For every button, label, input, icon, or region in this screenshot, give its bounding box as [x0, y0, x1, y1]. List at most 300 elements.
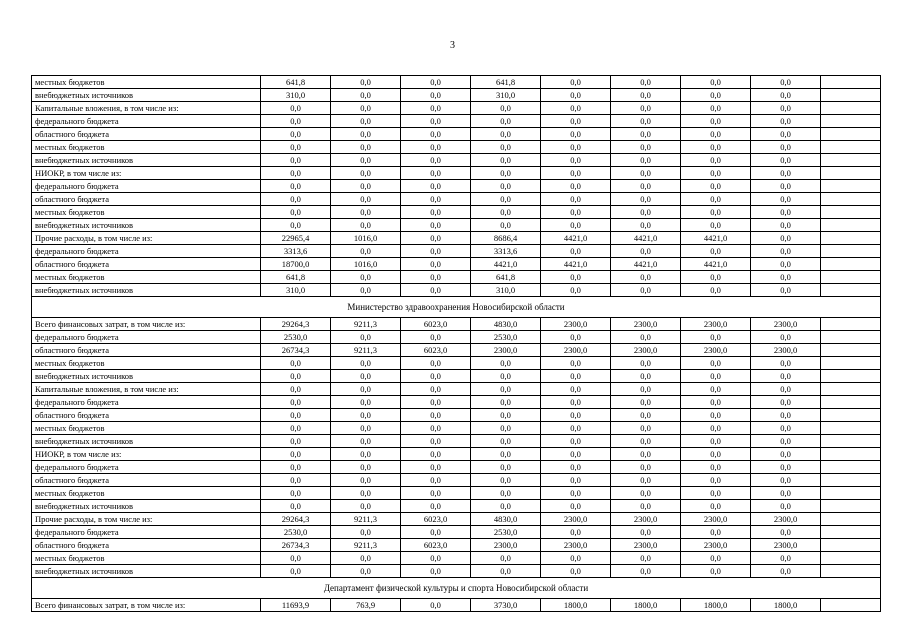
- value-cell: 0,0: [331, 284, 401, 297]
- table-row: [32, 128, 881, 141]
- value-cell: 0,0: [611, 128, 681, 141]
- row-label: внебюджетных источников: [32, 565, 261, 578]
- value-cell: 0,0: [331, 219, 401, 232]
- value-cell: 0,0: [261, 219, 331, 232]
- value-cell: 0,0: [331, 154, 401, 167]
- value-cell: 0,0: [401, 206, 471, 219]
- value-cell: 0,0: [331, 370, 401, 383]
- value-cell: 0,0: [681, 245, 751, 258]
- value-cell: 2300,0: [611, 513, 681, 526]
- table-row: [32, 76, 881, 89]
- value-cell: 0,0: [751, 284, 821, 297]
- value-cell: 0,0: [541, 409, 611, 422]
- value-cell: 0,0: [541, 193, 611, 206]
- value-cell: 2300,0: [681, 539, 751, 552]
- table-row: [32, 115, 881, 128]
- value-cell: 0,0: [541, 219, 611, 232]
- value-cell: 0,0: [401, 271, 471, 284]
- value-cell: 0,0: [261, 102, 331, 115]
- value-cell: 0,0: [611, 154, 681, 167]
- value-cell: 0,0: [681, 128, 751, 141]
- value-cell: 26734,3: [261, 539, 331, 552]
- row-label: местных бюджетов: [32, 487, 261, 500]
- value-cell: 0,0: [331, 526, 401, 539]
- row-label: Капитальные вложения, в том числе из:: [32, 102, 261, 115]
- value-cell: 0,0: [541, 487, 611, 500]
- value-cell: 0,0: [751, 500, 821, 513]
- value-cell: 0,0: [541, 552, 611, 565]
- value-cell: 0,0: [541, 474, 611, 487]
- value-cell: 0,0: [261, 115, 331, 128]
- empty-cell: [821, 245, 881, 258]
- value-cell: 310,0: [261, 89, 331, 102]
- value-cell: 0,0: [401, 396, 471, 409]
- row-label: областного бюджета: [32, 128, 261, 141]
- value-cell: 0,0: [471, 180, 541, 193]
- value-cell: 0,0: [541, 448, 611, 461]
- value-cell: 310,0: [261, 284, 331, 297]
- value-cell: 4421,0: [681, 258, 751, 271]
- empty-cell: [821, 396, 881, 409]
- row-label: областного бюджета: [32, 474, 261, 487]
- value-cell: 0,0: [611, 206, 681, 219]
- value-cell: 0,0: [611, 409, 681, 422]
- value-cell: 0,0: [541, 435, 611, 448]
- value-cell: 0,0: [261, 128, 331, 141]
- value-cell: 2300,0: [751, 539, 821, 552]
- table-row: [32, 448, 881, 461]
- value-cell: 0,0: [401, 383, 471, 396]
- value-cell: 3313,6: [261, 245, 331, 258]
- empty-cell: [821, 599, 881, 612]
- value-cell: 0,0: [681, 383, 751, 396]
- value-cell: 0,0: [401, 219, 471, 232]
- value-cell: 1800,0: [541, 599, 611, 612]
- row-label: внебюджетных источников: [32, 154, 261, 167]
- value-cell: 0,0: [611, 461, 681, 474]
- value-cell: 1800,0: [681, 599, 751, 612]
- empty-cell: [821, 448, 881, 461]
- value-cell: 0,0: [751, 245, 821, 258]
- value-cell: 2300,0: [541, 318, 611, 331]
- value-cell: 0,0: [541, 331, 611, 344]
- value-cell: 0,0: [261, 552, 331, 565]
- value-cell: 0,0: [541, 357, 611, 370]
- value-cell: 0,0: [751, 206, 821, 219]
- value-cell: 0,0: [401, 474, 471, 487]
- value-cell: 0,0: [471, 552, 541, 565]
- value-cell: 0,0: [751, 448, 821, 461]
- empty-cell: [821, 115, 881, 128]
- empty-cell: [821, 539, 881, 552]
- value-cell: 0,0: [471, 154, 541, 167]
- value-cell: 641,8: [471, 76, 541, 89]
- value-cell: 310,0: [471, 284, 541, 297]
- value-cell: 0,0: [401, 102, 471, 115]
- value-cell: 0,0: [751, 258, 821, 271]
- value-cell: 0,0: [611, 180, 681, 193]
- value-cell: 0,0: [401, 370, 471, 383]
- empty-cell: [821, 154, 881, 167]
- value-cell: 0,0: [751, 331, 821, 344]
- value-cell: 1800,0: [611, 599, 681, 612]
- table-row: [32, 232, 881, 245]
- value-cell: 0,0: [331, 245, 401, 258]
- row-label: федерального бюджета: [32, 331, 261, 344]
- value-cell: 0,0: [401, 422, 471, 435]
- table-row: [32, 141, 881, 154]
- value-cell: 310,0: [471, 89, 541, 102]
- value-cell: 8686,4: [471, 232, 541, 245]
- value-cell: 0,0: [611, 331, 681, 344]
- value-cell: 0,0: [611, 357, 681, 370]
- value-cell: 0,0: [471, 565, 541, 578]
- row-label: местных бюджетов: [32, 76, 261, 89]
- empty-cell: [821, 141, 881, 154]
- value-cell: 0,0: [471, 474, 541, 487]
- value-cell: 0,0: [681, 409, 751, 422]
- section-row: [32, 297, 881, 318]
- value-cell: 0,0: [331, 435, 401, 448]
- row-label: Прочие расходы, в том числе из:: [32, 232, 261, 245]
- table-row: [32, 89, 881, 102]
- value-cell: 0,0: [471, 141, 541, 154]
- value-cell: 2300,0: [471, 344, 541, 357]
- value-cell: 0,0: [331, 552, 401, 565]
- value-cell: 2300,0: [611, 318, 681, 331]
- value-cell: 1016,0: [331, 232, 401, 245]
- value-cell: 0,0: [401, 565, 471, 578]
- table-row: [32, 599, 881, 612]
- row-label: местных бюджетов: [32, 206, 261, 219]
- row-label: областного бюджета: [32, 344, 261, 357]
- value-cell: 0,0: [331, 448, 401, 461]
- value-cell: 18700,0: [261, 258, 331, 271]
- empty-cell: [821, 206, 881, 219]
- value-cell: 0,0: [751, 232, 821, 245]
- value-cell: 0,0: [681, 565, 751, 578]
- value-cell: 0,0: [541, 526, 611, 539]
- table-row: [32, 422, 881, 435]
- row-label: местных бюджетов: [32, 141, 261, 154]
- value-cell: 0,0: [611, 115, 681, 128]
- table-row: [32, 271, 881, 284]
- table-row: [32, 539, 881, 552]
- value-cell: 0,0: [751, 552, 821, 565]
- value-cell: 4830,0: [471, 513, 541, 526]
- empty-cell: [821, 435, 881, 448]
- value-cell: 0,0: [331, 409, 401, 422]
- table-row: [32, 383, 881, 396]
- value-cell: 0,0: [261, 206, 331, 219]
- value-cell: 0,0: [681, 167, 751, 180]
- value-cell: 0,0: [541, 383, 611, 396]
- value-cell: 0,0: [261, 370, 331, 383]
- value-cell: 0,0: [401, 526, 471, 539]
- value-cell: 0,0: [331, 487, 401, 500]
- value-cell: 0,0: [611, 193, 681, 206]
- value-cell: 641,8: [261, 271, 331, 284]
- value-cell: 0,0: [751, 474, 821, 487]
- value-cell: 0,0: [681, 448, 751, 461]
- empty-cell: [821, 284, 881, 297]
- value-cell: 9211,3: [331, 513, 401, 526]
- value-cell: 0,0: [331, 271, 401, 284]
- value-cell: 0,0: [331, 383, 401, 396]
- row-label: НИОКР, в том числе из:: [32, 448, 261, 461]
- row-label: областного бюджета: [32, 539, 261, 552]
- value-cell: 0,0: [751, 180, 821, 193]
- value-cell: 2300,0: [751, 513, 821, 526]
- value-cell: 0,0: [401, 232, 471, 245]
- value-cell: 0,0: [331, 422, 401, 435]
- empty-cell: [821, 487, 881, 500]
- value-cell: 0,0: [541, 128, 611, 141]
- row-label: местных бюджетов: [32, 271, 261, 284]
- value-cell: 0,0: [681, 422, 751, 435]
- value-cell: 1016,0: [331, 258, 401, 271]
- value-cell: 0,0: [261, 422, 331, 435]
- value-cell: 0,0: [751, 396, 821, 409]
- value-cell: 0,0: [681, 76, 751, 89]
- value-cell: 4421,0: [541, 232, 611, 245]
- value-cell: 0,0: [471, 128, 541, 141]
- value-cell: 0,0: [261, 141, 331, 154]
- value-cell: 0,0: [681, 206, 751, 219]
- value-cell: 4421,0: [681, 232, 751, 245]
- value-cell: 0,0: [261, 154, 331, 167]
- value-cell: 0,0: [611, 396, 681, 409]
- row-label: внебюджетных источников: [32, 500, 261, 513]
- row-label: федерального бюджета: [32, 461, 261, 474]
- table-row: [32, 461, 881, 474]
- value-cell: 0,0: [331, 115, 401, 128]
- section-title: Министерство здравоохранения Новосибирской области: [32, 297, 881, 318]
- table-row: [32, 167, 881, 180]
- empty-cell: [821, 357, 881, 370]
- value-cell: 0,0: [541, 180, 611, 193]
- row-label: местных бюджетов: [32, 357, 261, 370]
- value-cell: 0,0: [751, 422, 821, 435]
- value-cell: 0,0: [331, 500, 401, 513]
- value-cell: 0,0: [541, 245, 611, 258]
- value-cell: 0,0: [541, 167, 611, 180]
- empty-cell: [821, 167, 881, 180]
- row-label: федерального бюджета: [32, 180, 261, 193]
- value-cell: 0,0: [401, 89, 471, 102]
- row-label: федерального бюджета: [32, 396, 261, 409]
- value-cell: 4421,0: [541, 258, 611, 271]
- table-row: [32, 331, 881, 344]
- table-row: [32, 284, 881, 297]
- value-cell: 2300,0: [681, 344, 751, 357]
- value-cell: 641,8: [261, 76, 331, 89]
- empty-cell: [821, 318, 881, 331]
- value-cell: 0,0: [611, 552, 681, 565]
- value-cell: 29264,3: [261, 318, 331, 331]
- value-cell: 2300,0: [541, 344, 611, 357]
- value-cell: 0,0: [401, 245, 471, 258]
- value-cell: 0,0: [261, 474, 331, 487]
- value-cell: 9211,3: [331, 344, 401, 357]
- page-number: 3: [450, 40, 455, 51]
- value-cell: 0,0: [331, 167, 401, 180]
- value-cell: 0,0: [751, 526, 821, 539]
- value-cell: 0,0: [541, 396, 611, 409]
- empty-cell: [821, 271, 881, 284]
- value-cell: 2300,0: [751, 344, 821, 357]
- value-cell: 0,0: [611, 141, 681, 154]
- table-row: [32, 565, 881, 578]
- row-label: внебюджетных источников: [32, 284, 261, 297]
- value-cell: 0,0: [401, 409, 471, 422]
- value-cell: 1800,0: [751, 599, 821, 612]
- empty-cell: [821, 422, 881, 435]
- value-cell: 0,0: [541, 115, 611, 128]
- value-cell: 0,0: [541, 141, 611, 154]
- value-cell: 0,0: [401, 487, 471, 500]
- value-cell: 0,0: [611, 448, 681, 461]
- value-cell: 0,0: [261, 180, 331, 193]
- value-cell: 0,0: [471, 435, 541, 448]
- value-cell: 0,0: [401, 180, 471, 193]
- value-cell: 0,0: [611, 474, 681, 487]
- value-cell: 0,0: [751, 128, 821, 141]
- table-row: [32, 154, 881, 167]
- empty-cell: [821, 331, 881, 344]
- value-cell: 0,0: [751, 115, 821, 128]
- value-cell: 0,0: [611, 102, 681, 115]
- table-row: [32, 219, 881, 232]
- value-cell: 0,0: [331, 206, 401, 219]
- value-cell: 0,0: [401, 154, 471, 167]
- value-cell: 0,0: [471, 357, 541, 370]
- value-cell: 0,0: [401, 599, 471, 612]
- value-cell: 0,0: [541, 565, 611, 578]
- value-cell: 0,0: [261, 357, 331, 370]
- value-cell: 0,0: [401, 461, 471, 474]
- row-label: внебюджетных источников: [32, 219, 261, 232]
- table-row: [32, 193, 881, 206]
- value-cell: 0,0: [261, 565, 331, 578]
- empty-cell: [821, 513, 881, 526]
- row-label: областного бюджета: [32, 193, 261, 206]
- value-cell: 0,0: [471, 219, 541, 232]
- value-cell: 0,0: [261, 487, 331, 500]
- value-cell: 0,0: [401, 448, 471, 461]
- value-cell: 0,0: [611, 370, 681, 383]
- value-cell: 0,0: [611, 89, 681, 102]
- value-cell: 6023,0: [401, 539, 471, 552]
- value-cell: 0,0: [401, 284, 471, 297]
- table-row: [32, 513, 881, 526]
- value-cell: 0,0: [401, 552, 471, 565]
- table-row: [32, 370, 881, 383]
- value-cell: 0,0: [681, 357, 751, 370]
- value-cell: 0,0: [541, 89, 611, 102]
- empty-cell: [821, 89, 881, 102]
- value-cell: 0,0: [331, 474, 401, 487]
- value-cell: 4830,0: [471, 318, 541, 331]
- value-cell: 0,0: [471, 102, 541, 115]
- value-cell: 0,0: [261, 193, 331, 206]
- value-cell: 9211,3: [331, 539, 401, 552]
- value-cell: 0,0: [611, 526, 681, 539]
- value-cell: 6023,0: [401, 344, 471, 357]
- value-cell: 0,0: [681, 141, 751, 154]
- value-cell: 0,0: [541, 76, 611, 89]
- row-label: федерального бюджета: [32, 526, 261, 539]
- value-cell: 0,0: [681, 180, 751, 193]
- value-cell: 0,0: [331, 331, 401, 344]
- value-cell: 0,0: [331, 89, 401, 102]
- value-cell: 0,0: [471, 193, 541, 206]
- table-row: [32, 357, 881, 370]
- section-title: Департамент физической культуры и спорта Новосибирской области: [32, 578, 881, 599]
- empty-cell: [821, 344, 881, 357]
- empty-cell: [821, 370, 881, 383]
- table-row: [32, 396, 881, 409]
- value-cell: 29264,3: [261, 513, 331, 526]
- value-cell: 2300,0: [681, 318, 751, 331]
- value-cell: 0,0: [681, 487, 751, 500]
- value-cell: 0,0: [471, 167, 541, 180]
- value-cell: 0,0: [681, 154, 751, 167]
- value-cell: 0,0: [751, 370, 821, 383]
- value-cell: 0,0: [681, 461, 751, 474]
- value-cell: 0,0: [541, 102, 611, 115]
- table-row: [32, 245, 881, 258]
- value-cell: 0,0: [471, 487, 541, 500]
- value-cell: 0,0: [611, 219, 681, 232]
- value-cell: 0,0: [751, 357, 821, 370]
- value-cell: 2530,0: [471, 526, 541, 539]
- value-cell: 0,0: [681, 102, 751, 115]
- value-cell: 0,0: [751, 461, 821, 474]
- value-cell: 0,0: [261, 396, 331, 409]
- section-row: [32, 578, 881, 599]
- empty-cell: [821, 102, 881, 115]
- row-label: внебюджетных источников: [32, 435, 261, 448]
- value-cell: 0,0: [331, 357, 401, 370]
- value-cell: 0,0: [401, 331, 471, 344]
- empty-cell: [821, 128, 881, 141]
- table-row: [32, 435, 881, 448]
- value-cell: 0,0: [751, 141, 821, 154]
- empty-cell: [821, 461, 881, 474]
- value-cell: 0,0: [611, 383, 681, 396]
- row-label: внебюджетных источников: [32, 370, 261, 383]
- empty-cell: [821, 76, 881, 89]
- value-cell: 0,0: [331, 141, 401, 154]
- value-cell: 0,0: [751, 154, 821, 167]
- empty-cell: [821, 219, 881, 232]
- value-cell: 0,0: [401, 167, 471, 180]
- value-cell: 22965,4: [261, 232, 331, 245]
- row-label: Капитальные вложения, в том числе из:: [32, 383, 261, 396]
- value-cell: 0,0: [261, 500, 331, 513]
- empty-cell: [821, 500, 881, 513]
- empty-cell: [821, 258, 881, 271]
- value-cell: 0,0: [401, 258, 471, 271]
- value-cell: 0,0: [681, 370, 751, 383]
- value-cell: 0,0: [681, 396, 751, 409]
- value-cell: 0,0: [681, 331, 751, 344]
- value-cell: 0,0: [261, 409, 331, 422]
- value-cell: 0,0: [261, 448, 331, 461]
- value-cell: 0,0: [331, 180, 401, 193]
- value-cell: 0,0: [751, 219, 821, 232]
